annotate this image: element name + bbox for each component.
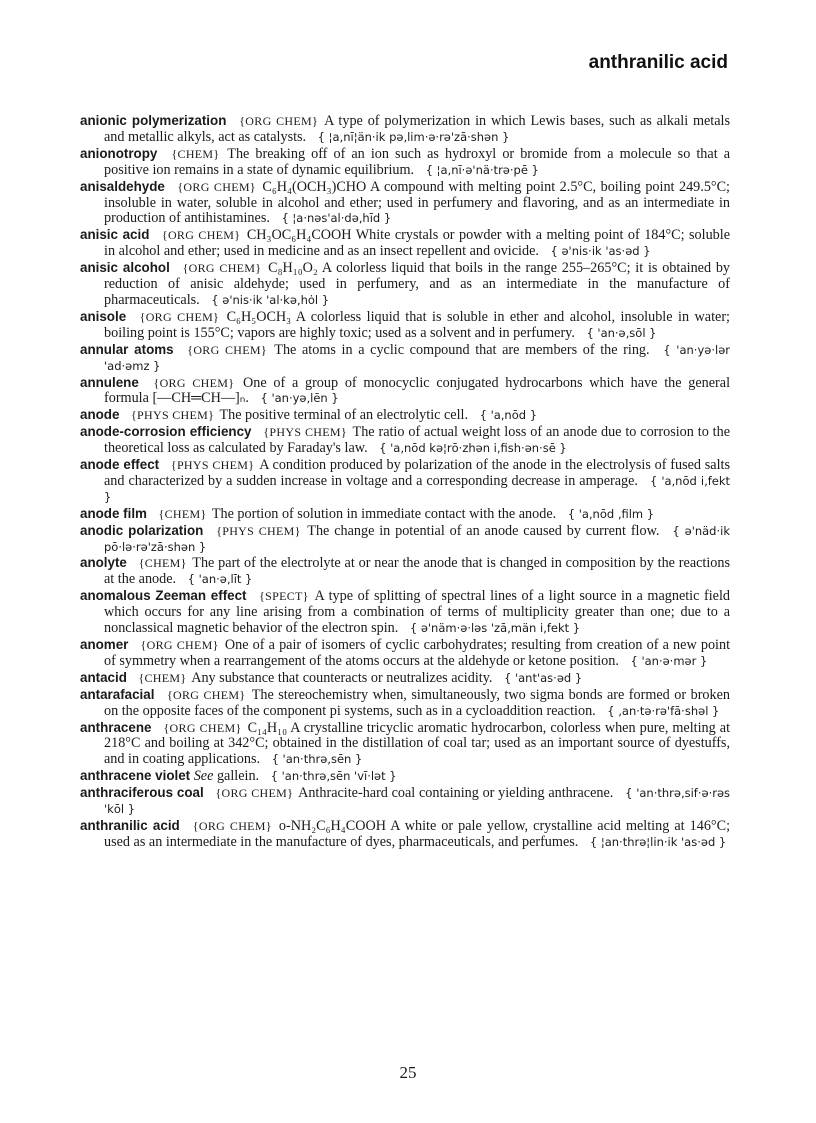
entry-field: {CHEM} xyxy=(138,556,187,571)
dictionary-entry xyxy=(80,523,730,556)
entry-field: {ORG CHEM} xyxy=(139,309,220,324)
entry-pronunciation: { 'a‚nōd kə¦rō·zhən i‚fish·ən·sē } xyxy=(379,441,567,456)
entry-term: anionic polymerization xyxy=(80,113,227,128)
entry-pronunciation: { 'ant'as·əd } xyxy=(504,670,583,685)
entry-term: annulene xyxy=(80,374,139,390)
entry-field: {ORG CHEM} xyxy=(187,342,267,357)
dictionary-entry xyxy=(80,227,730,260)
entry-pronunciation: { 'a‚nōd ‚film } xyxy=(567,506,655,521)
entry-term: anode xyxy=(80,407,120,423)
entry-field: {ORG CHEM} xyxy=(182,261,262,276)
entry-term: antarafacial xyxy=(80,686,155,702)
entry-term: anisic acid xyxy=(80,227,150,243)
entry-pronunciation: { 'an·thrə‚sēn } xyxy=(271,752,363,767)
entry-pronunciation: { 'an·ə‚sōl } xyxy=(586,325,657,340)
entry-definition: gallein. xyxy=(216,768,260,785)
entry-field: {PHYS CHEM} xyxy=(170,458,255,473)
entry-field: {ORG CHEM} xyxy=(163,720,242,735)
entry-definition: Any substance that counteracts or neutralizes acidity. xyxy=(191,669,493,686)
entry-definition: Anthracite-hard coal containing or yielding anthracene. xyxy=(298,785,614,802)
entry-term: anthraciferous coal xyxy=(80,785,204,801)
dictionary-entry xyxy=(80,342,730,375)
entry-pronunciation: { ¦a‚nī·ə'nä·trə·pē } xyxy=(425,162,539,177)
entry-definition: The stereochemistry when, simultaneously, two sigma bonds are formed or broken on the opposite faces of the component pi systems, such as in a cycloaddition reaction. xyxy=(104,686,730,719)
entry-field: {ORG CHEM} xyxy=(239,114,319,128)
dictionary-entry xyxy=(80,555,730,588)
entry-term: anthracene xyxy=(80,719,152,735)
entry-field: {CHEM} xyxy=(171,146,220,161)
dictionary-entry xyxy=(80,818,730,851)
entry-definition: One of a group of monocyclic conjugated hydrocarbons which have the general formula [—CH═CH—]ₙ. xyxy=(104,374,731,407)
dictionary-entry xyxy=(80,506,730,523)
dictionary-entry xyxy=(80,687,730,720)
entry-pronunciation: { 'a‚nōd } xyxy=(479,408,538,423)
entry-see: See xyxy=(193,768,214,785)
entry-pronunciation: { 'a‚nōd i‚fekt } xyxy=(104,473,731,504)
dictionary-entry xyxy=(80,146,730,179)
dictionary-entry xyxy=(80,720,730,769)
entry-term: anisic alcohol xyxy=(80,260,170,276)
entry-definition: A condition produced by polarization of the anode in the electrolysis of fused salts and characterized by a sudden increase in voltage and a corresponding decrease in amperage. xyxy=(104,457,730,489)
entry-definition: One of a pair of isomers of cyclic carbohydrates; resulting from creation of a new point of symmetry when a rearrangement of the atoms occurs at the aldehyde or ketone position. xyxy=(104,637,731,669)
entry-pronunciation: { ə'nis·ik 'as·əd } xyxy=(550,244,651,259)
entry-field: {PHYS CHEM} xyxy=(216,523,301,538)
entry-term: anode film xyxy=(80,505,147,521)
entry-pronunciation: { ¦a·nəs'al·də‚hīd } xyxy=(281,211,392,226)
entry-field: {ORG CHEM} xyxy=(192,818,272,833)
entry-term: anionotropy xyxy=(80,145,158,161)
entry-pronunciation: { ə'näm·ə·ləs 'zā‚män i‚fekt } xyxy=(409,621,581,636)
entry-field: {SPECT} xyxy=(259,589,309,604)
entry-definition: o-NH₂C₆H₄COOH A white or pale yellow, crystalline acid melting at 146°C; used as an intermediate in the manufacture of dyes, pharmaceuticals, and perfumes. xyxy=(104,817,731,850)
entry-field: {CHEM} xyxy=(158,506,207,521)
entry-definition: C₁₄H₁₀ A crystalline tricyclic aromatic hydrocarbon, colorless when pure, melting at 218°C and boiling at 342°C; obtained in the distillation of coal tar; used as an important source of dyestuffs, and in coating applications. xyxy=(104,719,731,768)
dictionary-entry xyxy=(80,457,730,506)
entry-term: anode effect xyxy=(80,457,160,473)
entry-pronunciation: { ə'nis·ik 'al·kə‚hȯl } xyxy=(211,292,330,307)
entry-term: anisole xyxy=(80,308,127,324)
entry-pronunciation: { ‚an·tə·rə'fā·shəl } xyxy=(607,703,720,718)
entry-definition: C₈H₁₀O₂ A colorless liquid that boils in the range 255–265°C; it is obtained by reduction of anisic aldehyde; used in perfumery, and as an intermediate in the manufacture of pharmaceuticals. xyxy=(104,260,731,308)
entry-definition: The atoms in a cyclic compound that are members of the ring. xyxy=(274,341,650,358)
entry-term: annular atoms xyxy=(80,341,174,357)
entry-pronunciation: { 'an·thrə‚sēn 'vī·lət } xyxy=(270,769,397,784)
entry-definition: The change in potential of an anode caused by current flow. xyxy=(307,522,660,539)
dictionary-entry xyxy=(80,637,730,670)
dictionary-entry xyxy=(80,113,730,146)
dictionary-entry xyxy=(80,785,730,818)
entry-definition: C₆H₅OCH₃ A colorless liquid that is soluble in ether and alcohol, insoluble in water; boiling point is 155°C; vapors are highly toxic; used as a solvent and in perfumery. xyxy=(104,308,730,341)
entry-definition: C₆H₄(OCH₃)CHO A compound with melting point 2.5°C, boiling point 249.5°C; insoluble in water, soluble in alcohol and ether; used in perfumery and flavoring, and as an intermediate in production of antihistamines. xyxy=(104,178,730,227)
dictionary-entry xyxy=(80,407,730,424)
entry-pronunciation: { 'an·yə·lər 'ad·əmz } xyxy=(104,342,730,373)
entry-term: anthranilic acid xyxy=(80,817,180,833)
entry-definition: The ratio of actual weight loss of an anode due to corrosion to the theoretical loss as calculated by Faraday's law. xyxy=(104,424,731,457)
entry-pronunciation: { 'an·yə‚lēn } xyxy=(260,391,339,406)
entry-definition: The breaking off of an ion such as hydroxyl or bromide from a molecule so that a positive ion remains in a state of dynamic equilibrium. xyxy=(104,145,731,178)
running-head: anthranilic acid xyxy=(588,52,728,73)
entry-pronunciation: { 'an·thrə‚sif·ə·rəs 'kōl } xyxy=(104,786,731,817)
dictionary-entry xyxy=(80,588,730,637)
entry-definition: A type of splitting of spectral lines of a light source in a magnetic field which occurs for any line arising from a combination of terms of multiplicity greater than one; due to a nonclassical magnetic behavior of the electron spin. xyxy=(104,588,730,637)
entry-term: anisaldehyde xyxy=(80,178,165,194)
dictionary-entry xyxy=(80,260,730,309)
entry-pronunciation: { 'an·ə‚līt } xyxy=(187,572,253,587)
entry-field: {CHEM} xyxy=(138,670,187,685)
entry-field: {PHYS CHEM} xyxy=(263,425,347,440)
dictionary-entry xyxy=(80,179,730,228)
entry-field: {ORG CHEM} xyxy=(215,786,294,801)
entry-pronunciation: { ə'näd·ik pō·lə·rə'zā·shən } xyxy=(104,523,730,554)
entry-list xyxy=(80,113,730,851)
dictionary-entry xyxy=(80,670,730,687)
entry-field: {ORG CHEM} xyxy=(161,228,241,243)
entry-term: antacid xyxy=(80,669,127,685)
entry-definition: CH₃OC₆H₄COOH White crystals or powder with a melting point of 184°C; soluble in alcohol and ether; used in medicine and as an insect repellent and ovicide. xyxy=(104,227,731,260)
entry-pronunciation: { ¦a‚nī¦än·ik pə‚lim·ə·rə'zā·shən } xyxy=(317,129,510,144)
entry-pronunciation: { ¦an·thrə¦lin·ik 'as·əd } xyxy=(589,834,727,849)
entry-term: anomer xyxy=(80,637,129,652)
entry-term: anomalous Zeeman effect xyxy=(80,588,247,604)
entry-definition: The part of the electrolyte at or near the anode that is changed in composition by the reactions at the anode. xyxy=(104,555,731,588)
page-number: 25 xyxy=(399,1063,417,1082)
entry-field: {ORG CHEM} xyxy=(166,687,246,702)
dictionary-entry xyxy=(80,309,730,342)
entry-field: {PHYS CHEM} xyxy=(130,408,215,423)
entry-term: anolyte xyxy=(80,555,127,571)
entry-definition: The portion of solution in immediate contact with the anode. xyxy=(211,505,557,522)
entry-pronunciation: { 'an·ə·mər } xyxy=(630,653,708,668)
entry-field: {ORG CHEM} xyxy=(153,375,235,390)
entry-field: {ORG CHEM} xyxy=(140,638,219,652)
dictionary-entry xyxy=(80,424,730,457)
entry-definition: The positive terminal of an electrolytic cell. xyxy=(219,407,469,424)
dictionary-entry xyxy=(80,375,730,408)
entry-term: anode-corrosion efficiency xyxy=(80,424,252,440)
dictionary-entry xyxy=(80,768,730,785)
entry-term: anthracene violet xyxy=(80,768,191,784)
entry-term: anodic polarization xyxy=(80,522,204,538)
entry-definition: A type of polymerization in which Lewis bases, such as alkali metals and metallic alkyls, act as catalysts. xyxy=(104,113,731,145)
entry-field: {ORG CHEM} xyxy=(177,179,256,194)
